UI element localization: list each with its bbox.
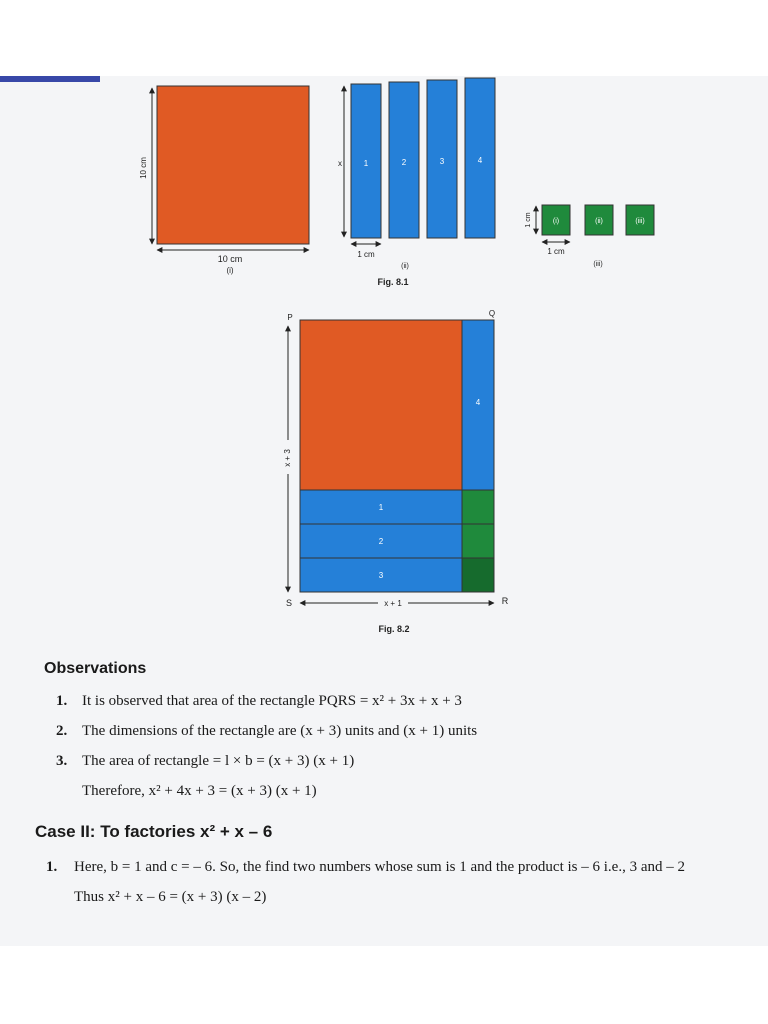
unit-square-bottom-label: 1 cm <box>547 247 565 256</box>
observation-item <box>56 690 756 720</box>
strip-1-label: 1 <box>363 159 369 168</box>
fig82-strip-3-label: 3 <box>378 571 384 580</box>
observation-number: 2. <box>56 723 68 739</box>
observation-text: The dimensions of the rectangle are (x + 3) units and (x + 1) units <box>82 723 478 739</box>
strip-side-label: x <box>338 159 342 168</box>
unit-square-1-label: (i) <box>552 218 560 225</box>
fig82-square <box>300 320 462 490</box>
fig82-side-label: x + 3 <box>283 449 292 467</box>
corner-r: R <box>501 596 509 606</box>
strip-3-label: 3 <box>439 157 445 166</box>
fig82-unit-1 <box>462 490 494 524</box>
strip-2-label: 2 <box>401 158 407 167</box>
fig82-unit-3 <box>462 558 494 592</box>
case-2-item <box>46 886 766 916</box>
fig81-sub-i: (i) <box>226 266 234 275</box>
fig82-strip-1-label: 1 <box>378 503 384 512</box>
fig81-caption: Fig. 8.1 <box>377 277 409 287</box>
big-square-side-label: 10 cm <box>139 157 148 179</box>
fig82-caption: Fig. 8.2 <box>378 624 410 634</box>
fig82-strip-right-label: 4 <box>475 398 481 407</box>
observation-item <box>56 780 756 810</box>
fig81-sub-iii: (iii) <box>593 261 603 268</box>
observation-number: 1. <box>56 693 68 709</box>
observations-heading: Observations <box>44 660 147 677</box>
fig82-unit-2 <box>462 524 494 558</box>
case-2-list <box>46 856 766 916</box>
case-2-text: Thus x² + x – 6 = (x + 3) (x – 2) <box>74 889 267 905</box>
observations-list <box>56 690 756 810</box>
observation-number: 3. <box>56 753 68 769</box>
observation-item <box>56 750 756 780</box>
case-2-text: Here, b = 1 and c = – 6. So, the find two numbers whose sum is 1 and the product is – 6 i.e., 3 and – 2 <box>74 859 685 875</box>
strip-bottom-label: 1 cm <box>357 250 375 259</box>
unit-square-3-label: (iii) <box>635 218 645 225</box>
fig82-strip-2-label: 2 <box>378 537 384 546</box>
big-square <box>157 86 309 244</box>
observation-text: Therefore, x² + 4x + 3 = (x + 3) (x + 1) <box>82 783 317 799</box>
observation-text: The area of rectangle = l × b = (x + 3) (x + 1) <box>82 753 355 769</box>
case-2-number: 1. <box>46 859 58 875</box>
observation-item <box>56 720 756 750</box>
corner-s: S <box>285 598 293 608</box>
case-2-heading: Case II: To factories x² + x – 6 <box>35 822 273 841</box>
corner-q: Q <box>488 309 496 318</box>
fig82-bottom-label: x + 1 <box>384 599 402 608</box>
strip-4-label: 4 <box>477 156 483 165</box>
corner-p: P <box>287 313 293 322</box>
case-2-item <box>46 856 766 886</box>
observation-text: It is observed that area of the rectangle PQRS = x² + 3x + x + 3 <box>82 693 462 709</box>
big-square-bottom-label: 10 cm <box>217 254 243 264</box>
unit-square-2-label: (ii) <box>595 218 603 225</box>
unit-square-side-label: 1 cm <box>525 212 532 228</box>
fig81-sub-ii: (ii) <box>401 263 409 270</box>
